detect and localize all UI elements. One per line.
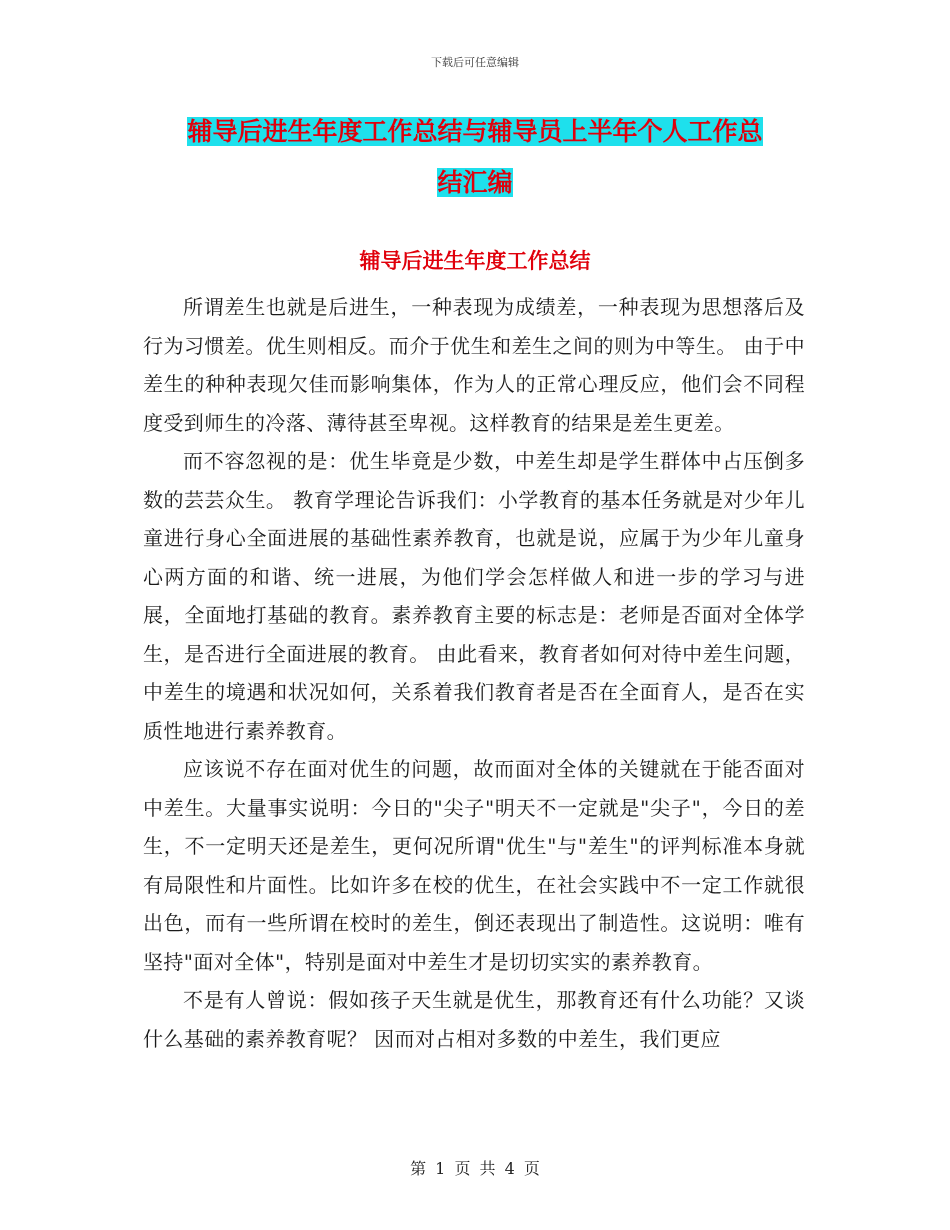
title-line-2: 结汇编	[437, 168, 513, 197]
paragraph-3: 应该说不存在面对优生的问题，故而面对全体的关键就在于能否面对中差生。大量事实说明：今日的"尖子"明天不一定就是"尖子"，今日的差生，不一定明天还是差生，更何况所谓"优生"与"差生"的评判标准本身就有局限性和片面性。比如许多在校的优生，在社会实践中不一定工作就很出色，而有一些所谓在校时的差生，倒还表现出了制造性。这说明：唯有坚持"面对全体"，特别是面对中差生才是切切实实的素养教育。	[143, 757, 805, 974]
paragraph-1: 所谓差生也就是后进生，一种表现为成绩差，一种表现为思想落后及行为习惯差。优生则相反。而介于优生和差生之间的则为中等生。 由于中差生的种种表现欠佳而影响集体，作为人的正常心理反应，他们会不同程度受到师生的冷落、薄待甚至卑视。这样教育的结果是差生更差。	[143, 295, 805, 435]
section-title: 辅导后进生年度工作总结	[359, 249, 591, 273]
title-line-1: 辅导后进生年度工作总结与辅导员上半年个人工作总	[187, 117, 763, 146]
body-text	[143, 288, 805, 1058]
header-note: 下载后可任意编辑	[431, 56, 519, 69]
paragraph-4: 不是有人曾说：假如孩子天生就是优生，那教育还有什么功能？又谈什么基础的素养教育呢？ 因而对占相对多数的中差生，我们更应	[143, 988, 805, 1051]
document-title	[150, 106, 800, 208]
paragraph-2: 而不容忽视的是：优生毕竟是少数，中差生却是学生群体中占压倒多数的芸芸众生。 教育学理论告诉我们：小学教育的基本任务就是对少年儿童进行身心全面进展的基础性素养教育，也就是说，应属于为少年儿童身心两方面的和谐、统一进展，为他们学会怎样做人和进一步的学习与进展，全面地打基础的教育。素养教育主要的标志是：老师是否面对全体学生，是否进行全面进展的教育。 由此看来，教育者如何对待中差生问题，中差生的境遇和状况如何，关系着我们教育者是否在全面育人，是否在实质性地进行素养教育。	[143, 449, 805, 743]
page-footer: 第 1 页 共 4 页	[410, 1159, 540, 1178]
